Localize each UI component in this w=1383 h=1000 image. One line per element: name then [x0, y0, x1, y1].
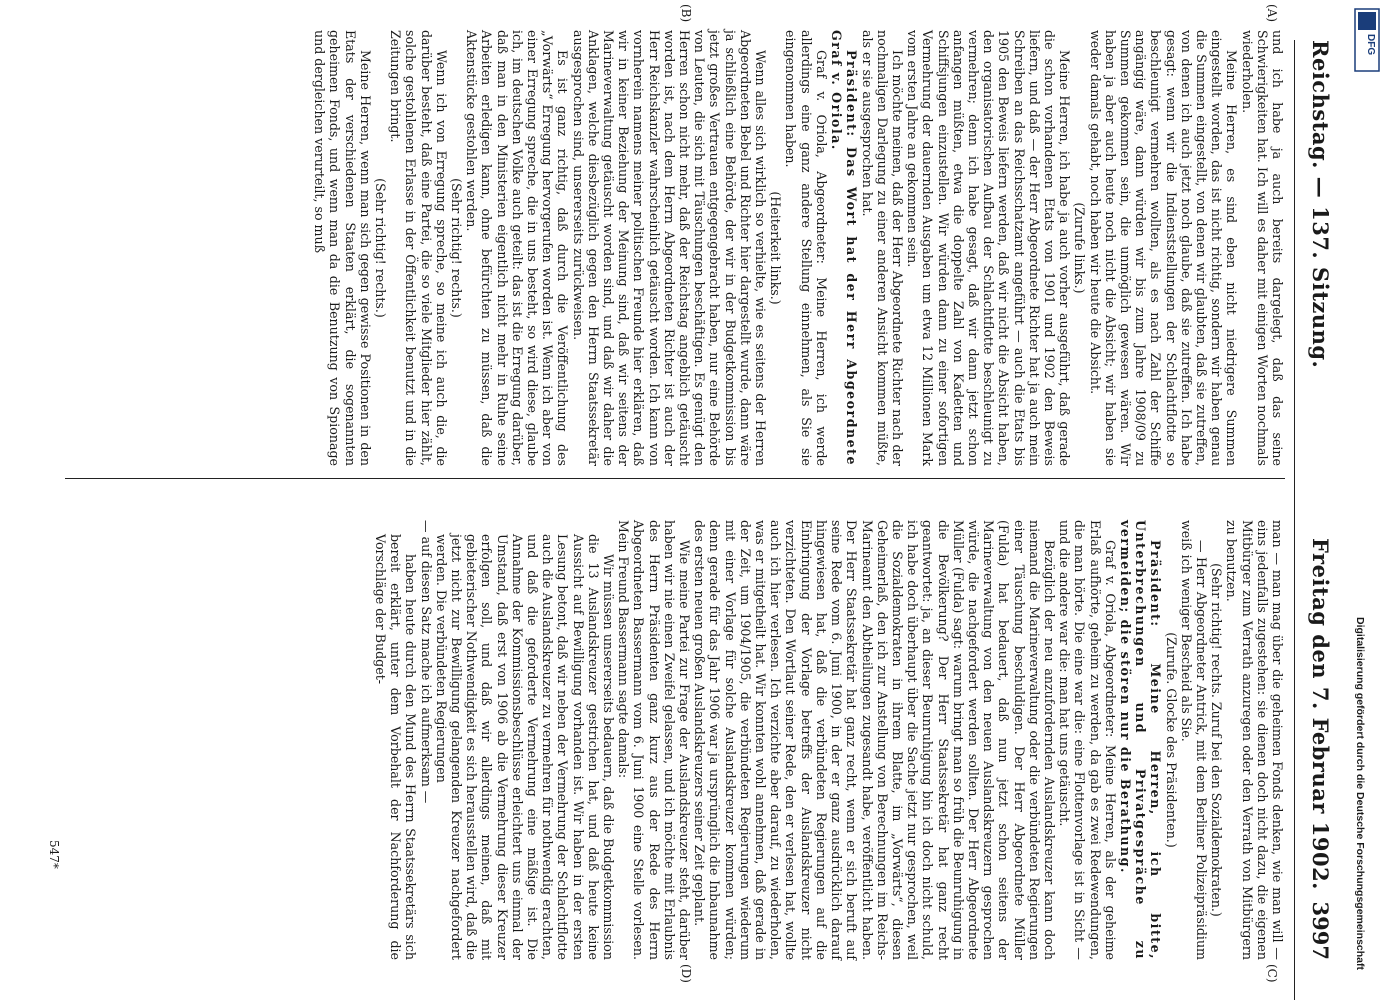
paragraph: Graf v. Oriola, Abgeordneter: Meine Herren, als der geheime Erlaß aufhörte, geheim zu werden, da gab es zwei Redewendungen, die man hörte. Die eine war die: eine Flottenvorlage ist in Sicht — und die andere war die: man hat uns getäuscht.: [1057, 520, 1118, 960]
paragraph: und ich habe ja auch bereits dargelegt, daß das seine Schwierigkeiten hat. Ich will es daher mit einigen Worten nochmals wiederholen.: [1239, 30, 1285, 466]
paragraph: Es ist ganz richtig, daß durch die Veröffentlichung des „Vorwärts“ Erregung hervorgerufen worden ist. Wenn ich aber von einer Erregung spreche, die in uns besteht, so wird diese, glaube ich, im deutschen Volke auch geteilt: das ist die Erregung darüber, daß man in den Ministerien eigentlich nicht mehr in Ruhe seine Arbeiten erledigen kann, ohne befürchten zu müssen, daß die Aktenstücke gestohlen werden.: [464, 30, 571, 466]
paragraph: Graf v. Oriola, Abgeordneter: Meine Herren, ich werde allerdings eine ganz andere Stellung einnehmen, als Sie sie eingenommen haben.: [783, 30, 829, 466]
dfg-logo: [1354, 8, 1380, 72]
right-column: [373, 520, 1285, 960]
interjection: (Sehr richtig! rechts. Zuruf bei den Sozialdemokraten.): [1209, 563, 1225, 917]
paragraph: Wie meine Partei zur Frage der Auslandskreuzer steht, darüber haben wir nie einen Zweifel gelassen, und ich möchte mit Erlaubnis des Herrn Präsidenten ganz kurz aus der Rede des Herrn Abgeordneten Bassermann vom 6. Juni 1900 eine Stelle vorlesen. Mein Freund Bassermann sagte damals:: [616, 520, 693, 960]
margin-mark-d: (D): [679, 964, 693, 983]
paragraph: Ich möchte meinen, daß der Herr Abgeordnete Richter nach der nochmaligen Darlegung zu einer anderen Ansicht kommen müßte, als er sie ausgesprochen hat.: [859, 30, 905, 466]
dfg-label: DFG: [1365, 34, 1376, 56]
interjection: (Sehr richtig! rechts.): [449, 178, 465, 318]
credit-line: [1348, 90, 1368, 970]
column-divider: [65, 478, 1285, 479]
signature-number: 547*: [47, 840, 61, 869]
header-session-title: Reichstag. — 137. Sitzung.: [1308, 40, 1333, 369]
paragraph: Wenn alles sich wirklich so verhielte, wie es seitens der Herren Abgeordneten Bebel und Richter hier dargestellt wurde, dann wäre ja schließlich eine Behörde, der wir in der Budgetkommission bis jetzt großes Vertrauen entgegengebracht haben, nur eine Behörde von Leuten, die sich mit Täuschungen beschäftigen. Es genügt den Herren schon nicht mehr, daß der Reichstag angeblich getäuscht worden ist, nach dem Herrn Abgeordneten Richter ist auch der Herr Reichskanzler wahrscheinlich getäuscht worden. Ich kann von vornherein namens meiner politischen Freunde hier erklären, daß wir in keiner Beziehung der Meinung sind, daß wir seitens der Marineverwaltung getäuscht worden sind, und daß wir daher die Anklagen, welche diesbezüglich gegen den Herrn Staatssekretär ausgesprochen sind, unsererseits zurückweisen.: [570, 30, 769, 466]
speaker-line: Präsident: Das Wort hat der Herr Abgeordnete Graf v. Oriola.: [829, 30, 860, 466]
left-column: [312, 30, 1285, 466]
page-number: 3997: [1308, 901, 1333, 960]
paragraph: — auf diesen Satz mache ich aufmerksam —: [418, 520, 434, 804]
paragraph: Meine Herren, wenn man sich gegen gewisse Positionen in den Etats der verschiedenen Staaten erklärt, die sogenannten geheimen Fonds, und wenn man da die Benutzung von Spionage und dergleichen verurteilt, so muß: [312, 30, 373, 466]
paragraph: man — man mag über die geheimen Fonds denken, wie man will — eins jedenfalls zugestehen: sie dienen doch nicht dazu, die eigenen Mitbürger zum Verrath anzuregen oder den Verrath von Mitbürgern zu benutzen.: [1224, 520, 1285, 960]
speaker-line: Präsident: Meine Herren, ich bitte, Unterbrechungen und Privatgespräche zu vermeiden; die stören nur die Berathung.: [1117, 520, 1164, 960]
quoted-passage: Wir müssen unsererseits bedauern, daß die Budgetkommission die 13 Auslandskreuzer gestrichen hat, und daß heute keine Aussicht auf Bewilligung vorhanden ist. Wir haben in der ersten Lesung betont, daß wir neben der Vermehrung der Schlachtflotte auch die Auslandskreuzer zu vermehren für nothwendig erachten, und daß die geforderte Vermehrung eine mäßige ist. Die Annahme der Kommissionsbeschlüsse erleichtert uns einmal der Umstand, daß erst von 1906 ab die Vermehrung dieser Kreuzer erfolgen soll, und daß wir allerdings meinen, daß mit gebieterischer Nothwendigkeit es sich herausstellen wird, daß die jetzt nicht zur Bewilligung gelangenden Kreuzer nachgefordert werden. Die verbündeten Regierungen: [433, 534, 617, 960]
margin-mark-a: (A): [1265, 4, 1279, 23]
header-rule: [1294, 40, 1295, 1000]
margin-mark-b: (B): [679, 4, 693, 23]
quoted-passage: haben heute durch den Mund des Herrn Staatssekretärs sich bereit erklärt, unter dem Vorbehalt der Nachforderung die Vorschläge der Budget-: [373, 534, 419, 960]
credit-text: Digitalisierung gefördert durch die Deutsche Forschungsgemeinschaft: [1354, 617, 1366, 970]
interjection: (Heiterkeit links.): [768, 191, 784, 305]
interjection: (Zurufe links.): [1072, 202, 1088, 294]
paragraph: Meine Herren, ich habe ja auch vorher ausgeführt, daß gerade die schon vorhandenen Etats von 1901 und 1902 den Beweis liefern, und daß — der Herr Abgeordnete Richter hat ja auch mein Schreiben an das Reichsschatzamt angeführt — auch die Etats bis 1905 den Beweis liefern werden, daß wir nicht die Absicht haben, den organisatorischen Aufbau der Schlachtflotte beschleunigt zu vermehren; denn ich habe gesagt, daß wir dann jetzt schon anfangen müßten, etwa die doppelte Zahl von Kadetten und Schiffsjungen einzustellen. Wir würden dann zu einer sofortigen Vermehrung der dauernden Ausgaben um etwa 12 Millionen Mark vom ersten Jahre an gekommen sein.: [905, 30, 1073, 466]
page-header: [1293, 40, 1343, 960]
interjection: (Sehr richtig! rechts.): [373, 178, 389, 318]
paragraph: Wenn ich von Erregung spreche, so meine ich auch die, die darüber besteht, daß eine Partei, die so viele Mitglieder hier zählt, solche gestohlenen Erlasse in der Öffentlichkeit benutzt und in die Zeitungen bringt.: [388, 30, 449, 466]
margin-mark-c: (C): [1265, 964, 1279, 983]
header-date: Freitag den 7. Februar 1902.: [1308, 538, 1333, 890]
paragraph: Meine Herren, es sind eben nicht niedrigere Summen eingestellt worden, das ist nicht richtig, sondern wir haben genau die Summen eingestellt, von denen wir glaubten, daß sie zutreffen, von denen ich auch jetzt noch glaube, daß sie zutreffen. Ich habe gesagt: wenn wir die Indienststellungen der Schlachtflotte so beschleunigt vermehren wollten, als es nach Zahl der Schiffe angängig wäre, dann würden wir bis zum Jahre 1908/09 zu Summen gekommen sein, die unmöglich gewesen wären. Wir haben ja aber auch heute noch nicht die Absicht; wir haben sie weder damals gehabt, noch haben wir heute die Absicht.: [1087, 30, 1240, 466]
paragraph: — Herr Abgeordneter Antrick, mit dem Berliner Polizeipräsidium weiß ich weniger Bescheid als Sie.: [1178, 520, 1209, 960]
interjection: (Zurufe. Glocke des Präsidenten.): [1163, 632, 1179, 848]
paragraph: Bezüglich der neu anzufordernden Auslandskreuzer kann doch niemand die Marineverwaltung oder die verbündeten Regierungen einer Täuschung beschuldigen. Der Herr Abgeordnete Müller (Fulda) hat bedauert, daß nun jetzt schon seitens der Marineverwaltung von den neuen Auslandskreuzern gesprochen würde, die nachgefordert werden sollten. Der Herr Abgeordnete Müller (Fulda) sagt: warum bringt man so früh die Beunruhigung in die Bevölkerung? Der Herr Staatssekretär hat ganz recht geantwortet: ja, an dieser Beunruhigung bin ich doch nicht schuld, ich habe doch überhaupt über die Sache jetzt nur gesprochen, weil die Sozialdemokraten in ihrem Blatte, im „Vorwärts“, diesen Geheimerlaß, den ich zur Anstellung von Berechnungen im Reichs-Marineamt den Abtheilungen zugesandt habe, veröffentlicht haben. Der Herr Staatssekretär hat ganz recht, wenn er sich beruft auf seine Rede vom 6. Juni 1900, in der er ganz ausdrücklich darauf hingewiesen hat, daß die verbündeten Regierungen auf die Einbringung der Vorlage betreffs der Auslandskreuzer nicht verzichteten. Den Wortlaut seiner Rede, den er verlesen hat, wollte auch ich hier verlesen. Ich verzichte aber darauf, zu wiederholen, was er mitgetheilt hat. Wir konnten wohl annehmen, daß gerade in der Zeit, um 1904/1905, die verbündeten Regierungen wiederum mit einer Vorlage für solche Auslandskreuzer kommen würden; denn gerade für das Jahr 1906 war ja ursprünglich die Inbaunahme des ersten neuen großen Auslandskreuzers seiner Zeit geplant.: [692, 520, 1057, 960]
